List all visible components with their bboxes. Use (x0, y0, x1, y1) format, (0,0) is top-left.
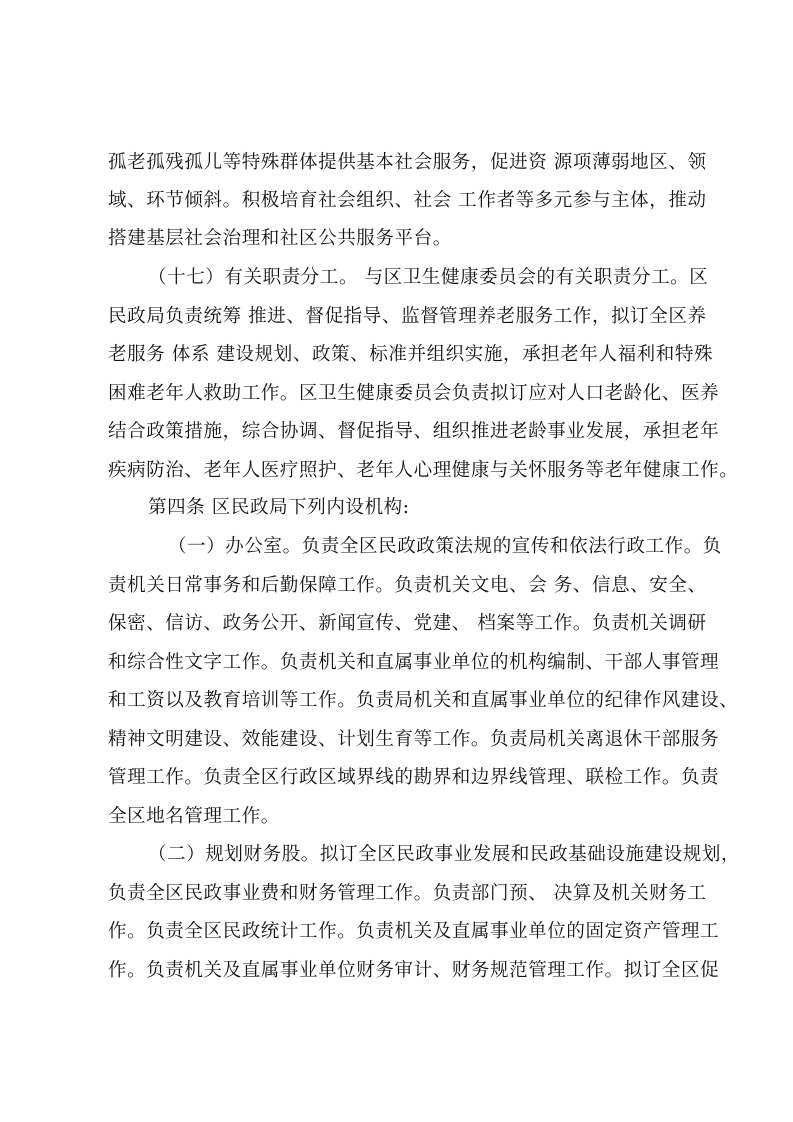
text-line: 作。负责机关及直属事业单位财务审计、财务规范管理工作。拟订全区促 (108, 960, 720, 981)
text-line: 困难老年人救助工作。区卫生健康委员会负责拟订应对人口老龄化、医养 (108, 383, 720, 404)
text-line: 作。负责全区民政统计工作。负责机关及直属事业单位的固定资产管理工 (108, 921, 720, 942)
text-line: 管理工作。负责全区行政区域界线的勘界和边界线管理、联检工作。负责 (108, 767, 720, 788)
text-line: 疾病防治、老年人医疗照护、老年人心理健康与关怀服务等老年健康工作。 (108, 460, 739, 481)
text-line: 结合政策措施，综合协调、督促指导、组织推进老龄事业发展，承担老年 (108, 421, 720, 442)
text-line: 民政局负责统筹 推进、督促指导、监督管理养老服务工作，拟订全区养 (108, 306, 707, 327)
article-four-heading: 第四条 区民政局下列内设机构: (148, 497, 410, 518)
text-line: 保密、信访、政务公开、新闻宣传、党建、 档案等工作。负责机关调研 (108, 613, 707, 634)
text-line: 和工资以及教育培训等工作。负责局机关和直属事业单位的纪律作风建设、 (108, 690, 739, 711)
text-line: 和综合性文字工作。负责机关和直属事业单位的机构编制、干部人事管理 (108, 652, 720, 673)
text-line: 精神文明建设、效能建设、计划生育等工作。负责局机关离退休干部服务 (108, 729, 720, 750)
paragraph-heading-1: （一）办公室。负责全区民政政策法规的宣传和依法行政工作。负 (168, 536, 722, 557)
text-line: 孤老孤残孤儿等特殊群体提供基本社会服务，促进资 源项薄弱地区、领 (108, 152, 707, 173)
text-line: 老服务 体系 建设规划、政策、标准并组织实施，承担老年人福利和特殊 (108, 344, 714, 365)
text-line: 全区地名管理工作。 (108, 806, 280, 827)
text-line: 域、环节倾斜。积极培育社会组织、社会 工作者等多元参与主体，推动 (108, 190, 707, 211)
paragraph-heading-2: （二）规划财务股。拟订全区民政事业发展和民政基础设施建设规划， (148, 844, 741, 865)
paragraph-heading-17: （十七）有关职责分工。 与区卫生健康委员会的有关职责分工。区 (148, 267, 709, 288)
text-line: 搭建基层社会治理和社区公共服务平台。 (108, 228, 452, 249)
text-line: 负责全区民政事业费和财务管理工作。负责部门预、 决算及机关财务工 (108, 883, 707, 904)
text-line: 责机关日常事务和后勤保障工作。负责机关文电、会 务、信息、安全、 (108, 575, 707, 596)
